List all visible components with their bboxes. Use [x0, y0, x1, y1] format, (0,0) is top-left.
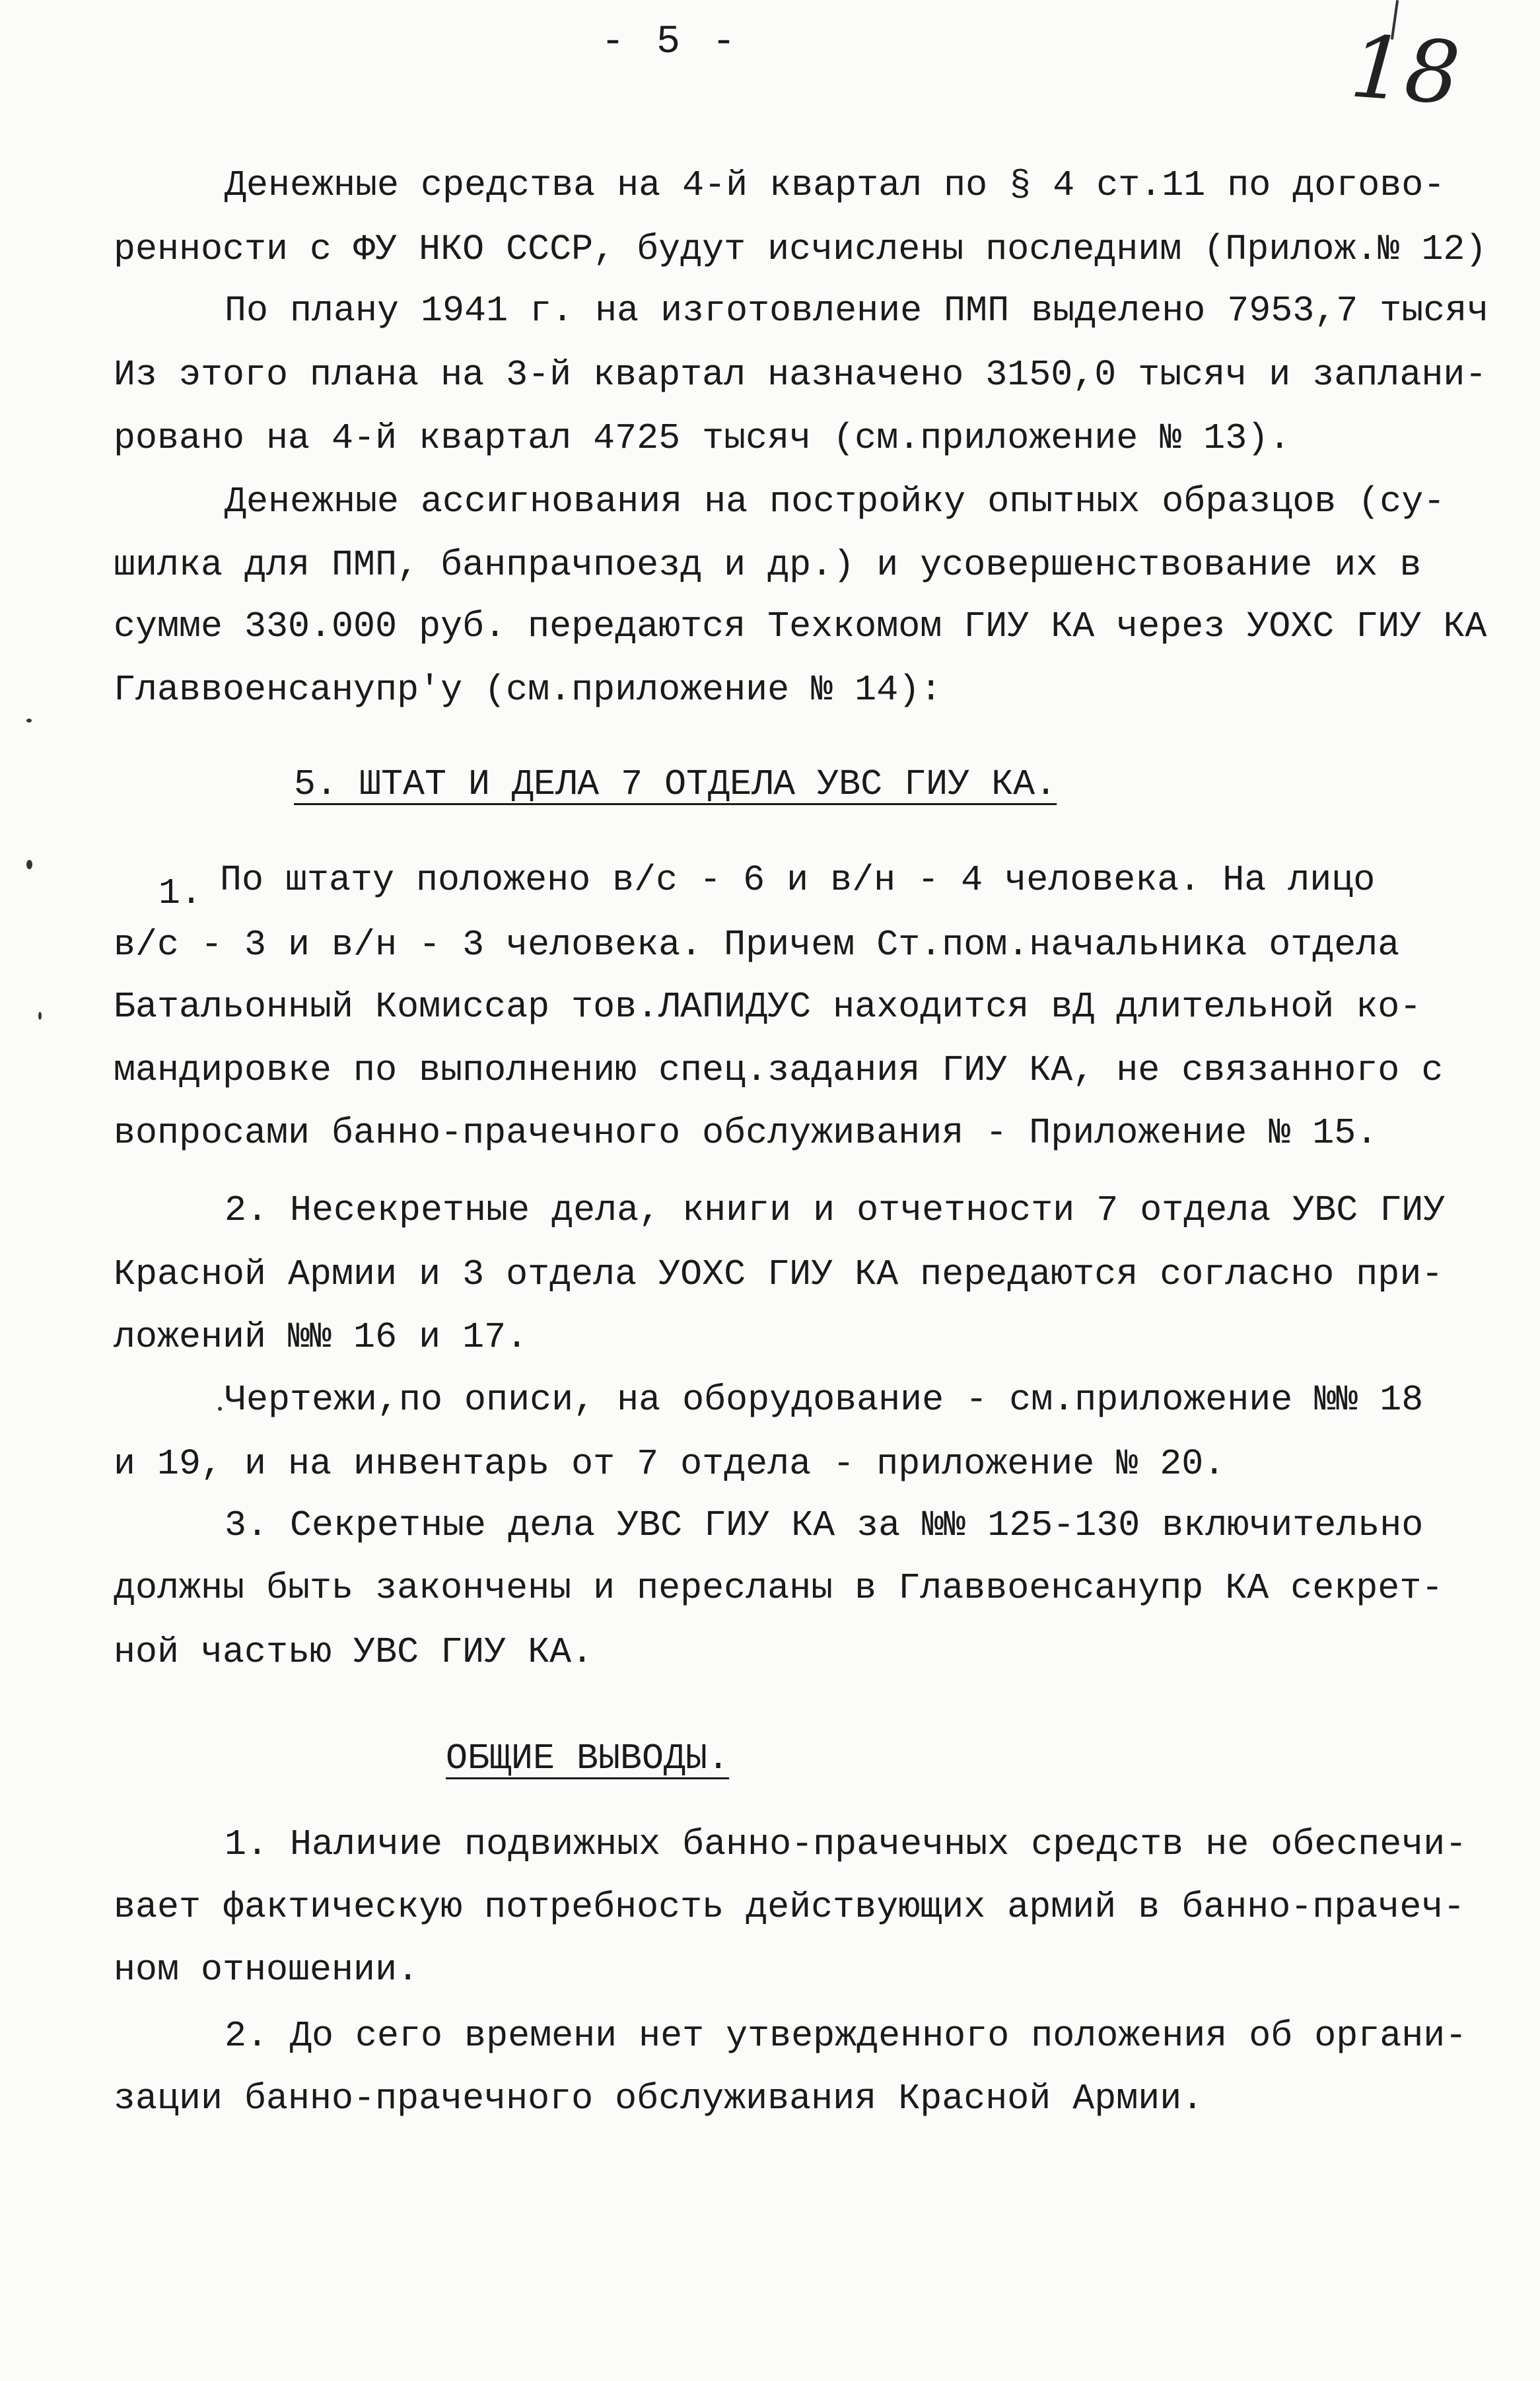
text-line: 2. До сего времени нет утвержденного положения об органи- — [225, 2015, 1467, 2057]
text-line: 2. Несекретные дела, книги и отчетности 7 отдела УВС ГИУ — [225, 1190, 1446, 1231]
text-line: шилка для ПМП, банпрачпоезд и др.) и усовершенствование их в — [114, 544, 1422, 586]
text-line: Батальонный Комиссар тов.ЛАПИДУС находится вД длительной ко- — [114, 986, 1422, 1028]
text-line: Из этого плана на 3-й квартал назначено 3150,0 тысяч и заплани- — [114, 354, 1487, 396]
text-line: мандировке по выполнению спец.задания ГИУ КА, не связанного с — [114, 1049, 1444, 1091]
text-line: сумме 330.000 руб. передаются Техкомом ГИУ КА через УОХС ГИУ КА — [114, 606, 1487, 647]
text-line: 1. Наличие подвижных банно-прачечных средств не обеспечи- — [225, 1824, 1467, 1865]
text-line: По штату положено в/с - 6 и в/н - 4 человека. На лицо — [220, 859, 1376, 901]
text-line: Денежные средства на 4-й квартал по § 4 ст.11 по догово- — [225, 164, 1446, 206]
section-heading-conclusions: ОБЩИЕ ВЫВОДЫ. — [446, 1738, 730, 1779]
text-line: 3. Секретные дела УВС ГИУ КА за №№ 125-130 включительно — [225, 1505, 1424, 1546]
text-line: вопросами банно-прачечного обслуживания - Приложение № 15. — [114, 1112, 1378, 1154]
text-line: ровано на 4-й квартал 4725 тысяч (см.приложение № 13). — [114, 417, 1291, 459]
text-line: Денежные ассигнования на постройку опытных образцов (су- — [225, 481, 1446, 522]
text-line: Главвоенсанупр'у (см.приложение № 14): — [114, 669, 942, 711]
page-number: - 5 - — [601, 20, 740, 65]
scan-speck — [26, 719, 32, 723]
text-line: вает фактическую потребность действующих армий в банно-прачеч- — [114, 1886, 1465, 1928]
text-line: в/с - 3 и в/н - 3 человека. Причем Ст.пом.начальника отдела — [114, 924, 1400, 966]
text-line: ном отношении. — [114, 1949, 419, 1991]
text-line: ложений №№ 16 и 17. — [114, 1316, 528, 1358]
text-line: ной частью УВС ГИУ КА. — [114, 1631, 594, 1673]
text-line: должны быть закончены и пересланы в Главвоенсанупр КА секрет- — [114, 1567, 1444, 1609]
item-number: 1. — [158, 872, 203, 914]
text-line: Чертежи,по описи, на оборудование - см.приложение №№ 18 — [225, 1379, 1424, 1421]
text-line: Красной Армии и 3 отдела УОХС ГИУ КА передаются согласно при- — [114, 1254, 1444, 1295]
section-heading-staff: 5. ШТАТ И ДЕЛА 7 ОТДЕЛА УВС ГИУ КА. — [294, 764, 1057, 805]
text-line: ренности с ФУ НКО СССР, будут исчислены последним (Прилож.№ 12) — [114, 229, 1487, 270]
scan-speck — [38, 1012, 42, 1020]
archive-number: 18 — [1347, 16, 1463, 124]
text-line: По плану 1941 г. на изготовление ПМП выделено 7953,7 тысяч — [225, 290, 1489, 332]
text-line: и 19, и на инвентарь от 7 отдела - приложение № 20. — [114, 1443, 1226, 1485]
scan-speck — [218, 1407, 222, 1411]
text-line: зации банно-прачечного обслуживания Красной Армии. — [114, 2078, 1204, 2119]
scan-speck — [26, 860, 32, 869]
